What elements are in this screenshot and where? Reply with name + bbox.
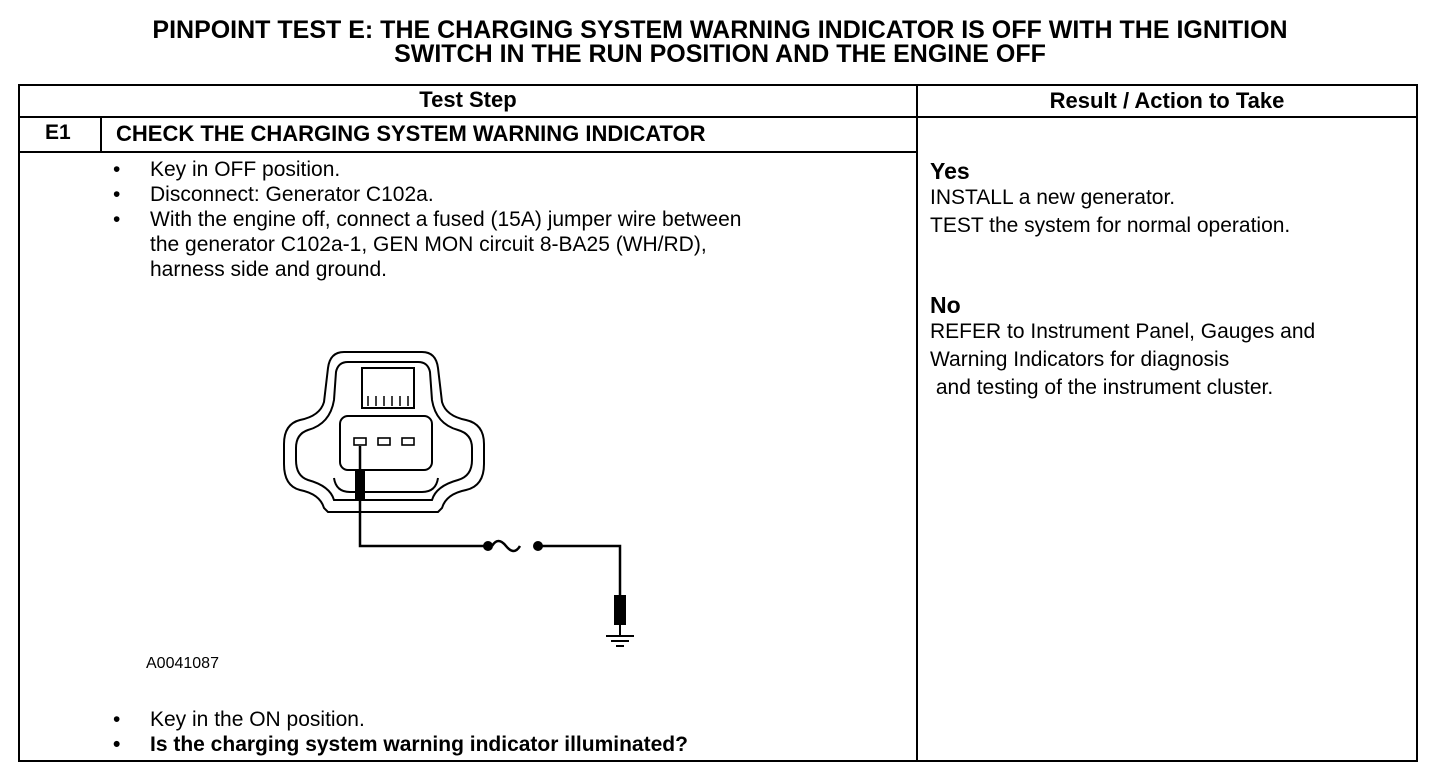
instruction-key-on: Key in the ON position. <box>150 708 365 731</box>
fuse-terminal-left <box>484 542 492 550</box>
yes-label: Yes <box>930 158 970 184</box>
connector-jumper-diagram <box>270 340 670 670</box>
jumper-wire <box>360 446 620 596</box>
table-border-right <box>1416 84 1418 762</box>
connector-outer-body <box>284 352 484 512</box>
connector-inner-rim <box>296 362 472 500</box>
header-result-action: Result / Action to Take <box>1049 88 1285 113</box>
table-border-bottom <box>18 760 1418 762</box>
latch-ribs <box>368 396 408 406</box>
list-item <box>113 157 741 182</box>
step-title: CHECK THE CHARGING SYSTEM WARNING INDICATOR <box>116 121 706 146</box>
instructions-after <box>113 707 688 757</box>
step-title-divider <box>18 151 918 153</box>
table-border-top <box>18 84 1418 86</box>
column-divider <box>916 84 918 762</box>
header-test-step: Test Step <box>419 87 517 112</box>
figure-id: A0041087 <box>146 655 219 672</box>
fuse-terminal-right <box>534 542 542 550</box>
table-border-left <box>18 84 20 762</box>
document-title <box>0 18 1440 66</box>
connector-latch <box>362 368 414 408</box>
terminal-cavity-1 <box>354 438 366 445</box>
ground-symbol <box>606 624 634 646</box>
yes-action-text: INSTALL a new generator. TEST the system for normal operation. <box>930 186 1291 237</box>
terminal-cavity-2 <box>378 438 390 445</box>
list-item <box>113 207 741 282</box>
fuse-element <box>492 541 520 551</box>
connector-lower-edge <box>334 478 438 492</box>
title-line-2: SWITCH IN THE RUN POSITION AND THE ENGINE OFF <box>394 40 1046 68</box>
step-id: E1 <box>45 121 71 144</box>
title-line-1: PINPOINT TEST E: THE CHARGING SYSTEM WARNING INDICATOR IS OFF WITH THE IGNITION <box>152 16 1288 44</box>
no-label: No <box>930 292 961 318</box>
terminal-cavity-3 <box>402 438 414 445</box>
step-id-divider <box>100 116 102 153</box>
list-item <box>113 732 688 757</box>
no-action-text: REFER to Instrument Panel, Gauges and Warning Indicators for diagnosis and testing of the instrument cluster. <box>930 320 1316 399</box>
list-item <box>113 182 741 207</box>
ground-clip <box>615 596 625 624</box>
instructions-before <box>113 157 741 282</box>
instruction-question: Is the charging system warning indicator illuminated? <box>150 733 688 756</box>
list-item <box>113 707 688 732</box>
instruction-key-off: Key in OFF position. <box>150 158 341 181</box>
header-divider <box>18 116 1418 118</box>
instruction-disconnect: Disconnect: Generator C102a. <box>150 183 434 206</box>
instruction-jumper: With the engine off, connect a fused (15A) jumper wire between the generator C102a-1, GEN MON circuit 8-BA25 (WH/RD), harness side and ground. <box>150 208 742 281</box>
